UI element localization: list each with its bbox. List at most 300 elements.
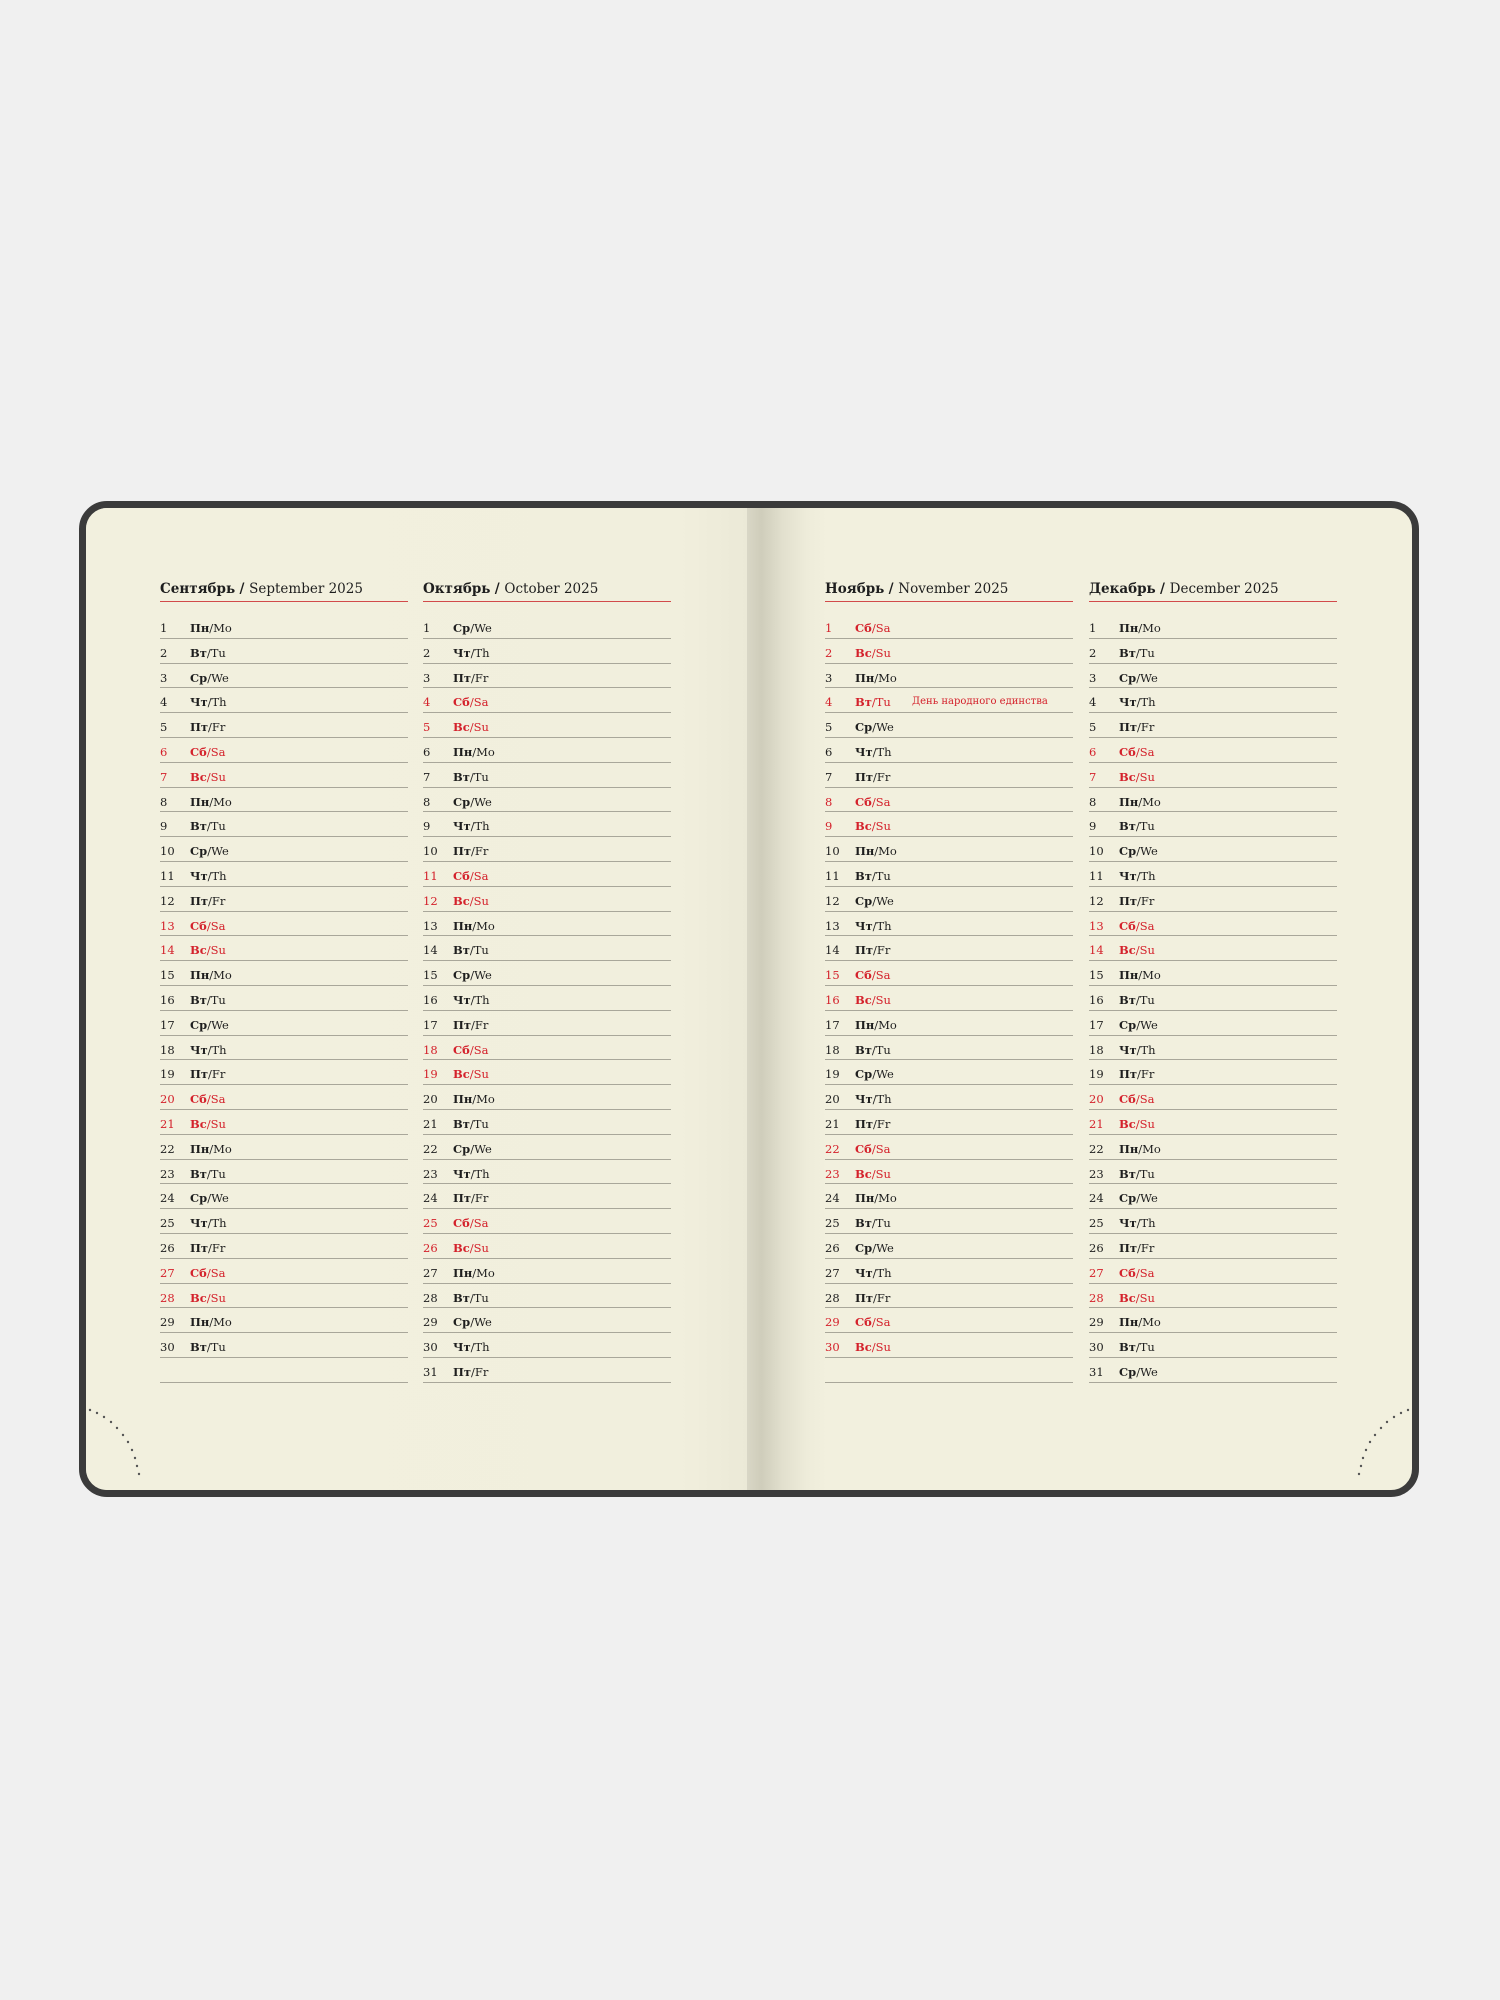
day-row <box>423 912 671 937</box>
weekday-ru: Вт <box>855 1042 872 1057</box>
weekday-ru: Пн <box>453 744 473 759</box>
month-name-en: December 2025 <box>1169 581 1279 597</box>
weekday-ru: Пт <box>453 1364 471 1379</box>
day-row <box>423 1011 671 1036</box>
weekday-ru: Ср <box>1119 670 1137 685</box>
weekday <box>855 1112 890 1136</box>
day-number: 22 <box>1089 1141 1104 1156</box>
day-number: 16 <box>825 992 840 1007</box>
day-row <box>160 1036 408 1061</box>
day-row <box>160 812 408 837</box>
weekday <box>190 765 226 789</box>
weekday-en: Tu <box>1139 1166 1155 1181</box>
weekday-ru: Вт <box>453 769 470 784</box>
weekday-ru: Вс <box>1119 1290 1136 1305</box>
weekday <box>855 1038 891 1062</box>
day-number: 5 <box>825 720 833 735</box>
weekday <box>453 1286 489 1310</box>
day-row <box>160 738 408 763</box>
weekday-ru: Вт <box>855 868 872 883</box>
weekday-slash: / <box>1136 1191 1141 1206</box>
day-row <box>1089 1308 1337 1333</box>
weekday-en: Su <box>1139 943 1155 958</box>
weekday <box>190 1013 229 1037</box>
day-row <box>825 614 1073 639</box>
weekday-en: We <box>876 720 894 735</box>
day-row <box>160 713 408 738</box>
weekday-en: Sa <box>875 968 891 983</box>
weekday <box>190 963 232 987</box>
day-row <box>423 738 671 763</box>
weekday-en: Tu <box>473 943 489 958</box>
weekday-ru: Вт <box>190 992 207 1007</box>
weekday-slash: / <box>206 992 211 1007</box>
weekday-slash: / <box>1135 918 1140 933</box>
day-row <box>1089 788 1337 813</box>
weekday <box>855 1310 890 1334</box>
day-row <box>423 1259 671 1284</box>
day-number: 13 <box>423 918 438 933</box>
day-number: 19 <box>825 1067 840 1082</box>
day-number: 25 <box>423 1216 438 1231</box>
weekday <box>855 1261 892 1285</box>
weekday-en: Tu <box>210 819 226 834</box>
weekday-en: We <box>876 1067 894 1082</box>
weekday <box>190 715 225 739</box>
day-number: 21 <box>825 1116 840 1131</box>
weekday <box>855 690 891 714</box>
day-row <box>160 1234 408 1259</box>
day-row <box>1089 1110 1337 1135</box>
weekday <box>453 963 492 987</box>
weekday-en: Sa <box>875 1315 891 1330</box>
weekday-slash: / <box>1135 943 1140 958</box>
weekday-slash: / <box>470 1166 475 1181</box>
day-row <box>160 887 408 912</box>
weekday-en: Fr <box>211 1240 226 1255</box>
weekday-ru: Вт <box>190 1166 207 1181</box>
weekday-ru: Вт <box>855 1216 872 1231</box>
weekday <box>190 839 229 863</box>
day-number: 21 <box>423 1116 438 1131</box>
day-number: 31 <box>1089 1364 1104 1379</box>
day-row <box>160 1060 408 1085</box>
day-row <box>423 1184 671 1209</box>
month-name-en: October 2025 <box>504 581 599 597</box>
weekday <box>190 1137 232 1161</box>
weekday <box>453 1038 488 1062</box>
weekday-slash: / <box>206 819 211 834</box>
weekday-en: We <box>474 621 492 635</box>
day-number: 8 <box>825 794 833 809</box>
weekday <box>190 1236 225 1260</box>
day-row <box>160 986 408 1011</box>
month-september <box>160 581 408 1383</box>
day-row <box>1089 738 1337 763</box>
weekday <box>190 889 225 913</box>
day-number: 14 <box>825 943 840 958</box>
weekday <box>1119 1186 1158 1210</box>
weekday <box>453 938 489 962</box>
weekday <box>855 1286 890 1310</box>
weekday-en: We <box>474 1141 492 1156</box>
header-separator: / <box>239 581 250 597</box>
day-row <box>825 1234 1073 1259</box>
day-row <box>160 1011 408 1036</box>
weekday-en: Th <box>1140 1216 1156 1231</box>
day-number: 1 <box>423 621 431 635</box>
weekday-slash: / <box>1136 1216 1141 1231</box>
weekday <box>855 666 897 690</box>
weekday-en: We <box>876 893 894 908</box>
weekday-en: Th <box>211 868 227 883</box>
weekday-ru: Вс <box>855 1340 872 1355</box>
day-number: 29 <box>1089 1315 1104 1330</box>
weekday-ru: Пн <box>190 1141 210 1156</box>
weekday <box>190 864 227 888</box>
day-number: 17 <box>423 1017 438 1032</box>
weekday <box>1119 666 1158 690</box>
weekday-ru: Чт <box>1119 695 1137 710</box>
weekday-en: We <box>474 1315 492 1330</box>
weekday-en: Su <box>210 1290 226 1305</box>
weekday-en: Sa <box>875 794 891 809</box>
weekday-slash: / <box>871 1042 876 1057</box>
weekday-ru: Пт <box>453 670 471 685</box>
day-number: 6 <box>1089 744 1097 759</box>
weekday-slash: / <box>206 1116 211 1131</box>
weekday <box>190 1310 232 1334</box>
weekday-en: Tu <box>1139 645 1155 660</box>
weekday-en: Su <box>473 1067 489 1082</box>
day-number: 18 <box>1089 1042 1104 1057</box>
day-number: 2 <box>825 645 833 660</box>
weekday <box>855 988 891 1012</box>
day-number: 24 <box>1089 1191 1104 1206</box>
weekday-slash: / <box>872 1092 877 1107</box>
weekday-slash: / <box>873 1116 877 1131</box>
weekday-slash: / <box>871 794 876 809</box>
weekday-en: Th <box>1140 695 1156 710</box>
weekday-slash: / <box>207 868 212 883</box>
weekday-slash: / <box>469 943 474 958</box>
weekday <box>855 765 890 789</box>
day-row <box>825 713 1073 738</box>
day-number: 12 <box>423 893 438 908</box>
weekday <box>1119 1286 1155 1310</box>
day-row <box>825 812 1073 837</box>
weekday <box>1119 988 1155 1012</box>
weekday-en: Fr <box>876 1290 891 1305</box>
day-number: 9 <box>160 819 168 834</box>
weekday-en: Th <box>211 1216 227 1231</box>
weekday-slash: / <box>1135 645 1140 660</box>
weekday <box>1119 715 1154 739</box>
weekday-slash: / <box>871 1340 876 1355</box>
empty-row <box>160 1358 408 1383</box>
weekday-en: Tu <box>875 868 891 883</box>
day-number: 22 <box>423 1141 438 1156</box>
weekday-ru: Ср <box>453 794 471 809</box>
weekday <box>1119 839 1158 863</box>
weekday <box>1119 889 1154 913</box>
weekday-slash: / <box>871 992 876 1007</box>
weekday-en: Sa <box>1139 918 1155 933</box>
day-row <box>1089 664 1337 689</box>
day-number: 28 <box>160 1290 175 1305</box>
weekday <box>190 1186 229 1210</box>
weekday-slash: / <box>469 720 474 735</box>
day-number: 26 <box>1089 1240 1104 1255</box>
weekday-slash: / <box>471 1364 475 1379</box>
weekday-slash: / <box>874 844 879 859</box>
weekday <box>190 1335 226 1359</box>
weekday-en: Th <box>211 1042 227 1057</box>
weekday-en: Sa <box>1139 1092 1155 1107</box>
weekday-slash: / <box>872 893 877 908</box>
month-october <box>423 581 671 1383</box>
day-number: 20 <box>1089 1092 1104 1107</box>
day-number: 9 <box>1089 819 1097 834</box>
day-row <box>1089 936 1337 961</box>
weekday-en: Su <box>875 1166 891 1181</box>
weekday-en: Sa <box>210 918 226 933</box>
day-row <box>423 1085 671 1110</box>
day-row <box>825 1036 1073 1061</box>
weekday-ru: Пт <box>1119 1067 1137 1082</box>
day-row <box>160 664 408 689</box>
weekday-ru: Ср <box>1119 844 1137 859</box>
weekday-ru: Ср <box>190 844 208 859</box>
weekday-en: Mo <box>213 1315 232 1330</box>
weekday-slash: / <box>209 1315 214 1330</box>
day-number: 18 <box>423 1042 438 1057</box>
weekday-ru: Ср <box>855 720 873 735</box>
weekday-ru: Пт <box>190 720 208 735</box>
weekday-slash: / <box>472 1092 477 1107</box>
weekday-en: Th <box>1140 868 1156 883</box>
day-number: 8 <box>160 794 168 809</box>
weekday-en: Tu <box>210 1166 226 1181</box>
weekday-en: Tu <box>875 695 891 710</box>
weekday-ru: Пт <box>190 1067 208 1082</box>
day-row <box>825 862 1073 887</box>
weekday <box>855 790 890 814</box>
day-number: 10 <box>1089 844 1104 859</box>
weekday <box>855 1013 897 1037</box>
weekday-ru: Пн <box>1119 968 1139 983</box>
weekday-en: Su <box>210 1116 226 1131</box>
day-row <box>423 1333 671 1358</box>
day-number: 30 <box>160 1340 175 1355</box>
weekday-en: Mo <box>213 621 232 635</box>
weekday-ru: Вс <box>190 1290 207 1305</box>
weekday-en: Tu <box>875 1216 891 1231</box>
day-number: 9 <box>423 819 431 834</box>
day-row <box>825 1160 1073 1185</box>
day-number: 28 <box>423 1290 438 1305</box>
weekday <box>453 988 490 1012</box>
weekday-ru: Ср <box>190 670 208 685</box>
weekday-ru: Вт <box>855 695 872 710</box>
day-number: 14 <box>1089 943 1104 958</box>
weekday <box>190 914 225 938</box>
weekday <box>1119 938 1155 962</box>
day-row <box>1089 763 1337 788</box>
day-number: 27 <box>825 1265 840 1280</box>
weekday-ru: Вт <box>453 1290 470 1305</box>
day-number: 20 <box>160 1092 175 1107</box>
weekday <box>190 988 226 1012</box>
day-row <box>825 912 1073 937</box>
weekday-en: Th <box>876 744 892 759</box>
weekday-slash: / <box>1135 1290 1140 1305</box>
weekday <box>1119 1112 1155 1136</box>
weekday-ru: Вс <box>855 819 872 834</box>
day-number: 6 <box>160 744 168 759</box>
weekday-ru: Пн <box>855 844 875 859</box>
weekday-slash: / <box>470 794 475 809</box>
weekday-ru: Чт <box>1119 1216 1137 1231</box>
weekday-en: Su <box>210 943 226 958</box>
weekday-slash: / <box>206 769 211 784</box>
weekday <box>1119 814 1155 838</box>
weekday-en: Fr <box>211 720 226 735</box>
weekday-en: Mo <box>213 968 232 983</box>
weekday-en: Sa <box>473 1216 489 1231</box>
corner-dots-left <box>86 1400 176 1490</box>
day-number: 16 <box>423 992 438 1007</box>
weekday-en: Sa <box>473 1042 489 1057</box>
weekday-en: Th <box>1140 1042 1156 1057</box>
weekday-slash: / <box>873 1290 877 1305</box>
weekday-ru: Пн <box>855 670 875 685</box>
header-separator: / <box>888 581 899 597</box>
day-row <box>160 1284 408 1309</box>
weekday <box>855 938 890 962</box>
day-row <box>423 614 671 639</box>
day-number: 11 <box>423 868 438 883</box>
day-row <box>423 961 671 986</box>
weekday <box>453 1186 488 1210</box>
weekday-slash: / <box>206 645 211 660</box>
weekday <box>1119 963 1161 987</box>
weekday <box>855 641 891 665</box>
weekday <box>1119 1310 1161 1334</box>
weekday-ru: Сб <box>855 621 872 635</box>
weekday-slash: / <box>469 1290 474 1305</box>
weekday-ru: Вс <box>855 1166 872 1181</box>
weekday-en: Fr <box>1140 720 1155 735</box>
weekday-ru: Сб <box>190 1092 207 1107</box>
day-row <box>825 1209 1073 1234</box>
weekday-slash: / <box>209 621 214 635</box>
day-number: 22 <box>160 1141 175 1156</box>
day-number: 19 <box>1089 1067 1104 1082</box>
weekday-en: Th <box>876 1265 892 1280</box>
weekday-en: We <box>1140 844 1158 859</box>
day-row <box>160 1135 408 1160</box>
day-row <box>825 1135 1073 1160</box>
weekday-en: Th <box>474 1340 490 1355</box>
weekday-slash: / <box>470 819 475 834</box>
weekday <box>1119 1360 1158 1384</box>
weekday-en: Mo <box>476 744 495 759</box>
day-row <box>160 912 408 937</box>
weekday-ru: Вт <box>1119 645 1136 660</box>
day-number: 30 <box>1089 1340 1104 1355</box>
weekday-slash: / <box>208 1067 212 1082</box>
weekday-ru: Пт <box>1119 893 1137 908</box>
weekday-ru: Вт <box>190 645 207 660</box>
day-number: 11 <box>1089 868 1104 883</box>
day-number: 28 <box>1089 1290 1104 1305</box>
weekday-ru: Сб <box>453 1042 470 1057</box>
weekday-slash: / <box>469 1042 474 1057</box>
day-number: 12 <box>160 893 175 908</box>
weekday <box>453 889 489 913</box>
weekday-ru: Чт <box>1119 868 1137 883</box>
day-number: 28 <box>825 1290 840 1305</box>
day-row <box>825 1333 1073 1358</box>
day-row <box>1089 812 1337 837</box>
weekday-slash: / <box>470 968 475 983</box>
weekday-ru: Вс <box>190 769 207 784</box>
weekday-slash: / <box>871 645 876 660</box>
weekday-slash: / <box>873 769 877 784</box>
weekday-en: Fr <box>474 1191 489 1206</box>
day-row <box>423 1135 671 1160</box>
day-row <box>825 1011 1073 1036</box>
corner-dots-right <box>1322 1400 1412 1490</box>
weekday-en: Sa <box>210 1265 226 1280</box>
day-number: 7 <box>423 769 431 784</box>
weekday-ru: Чт <box>453 992 471 1007</box>
weekday-ru: Вт <box>190 819 207 834</box>
weekday-slash: / <box>1138 968 1143 983</box>
weekday <box>190 1038 227 1062</box>
weekday-ru: Вт <box>1119 1340 1136 1355</box>
weekday-slash: / <box>1136 868 1141 883</box>
day-row <box>1089 639 1337 664</box>
weekday-en: Th <box>876 918 892 933</box>
weekday-en: Su <box>875 992 891 1007</box>
page-gutter <box>747 508 827 1490</box>
weekday-slash: / <box>209 794 214 809</box>
day-row <box>825 887 1073 912</box>
weekday <box>190 1062 225 1086</box>
weekday-en: Th <box>211 695 227 710</box>
day-row <box>423 763 671 788</box>
day-number: 14 <box>160 943 175 958</box>
weekday-ru: Сб <box>855 794 872 809</box>
day-number: 7 <box>825 769 833 784</box>
weekday <box>855 1062 894 1086</box>
weekday-en: We <box>474 794 492 809</box>
day-row <box>1089 1060 1337 1085</box>
weekday-ru: Чт <box>190 695 208 710</box>
day-number: 4 <box>1089 695 1097 710</box>
day-row <box>423 1036 671 1061</box>
weekday <box>855 740 892 764</box>
weekday-en: We <box>211 1191 229 1206</box>
weekday-en: Su <box>473 1240 489 1255</box>
day-row <box>1089 912 1337 937</box>
day-row <box>423 1234 671 1259</box>
weekday-slash: / <box>471 670 475 685</box>
day-number: 17 <box>1089 1017 1104 1032</box>
day-row <box>1089 1184 1337 1209</box>
